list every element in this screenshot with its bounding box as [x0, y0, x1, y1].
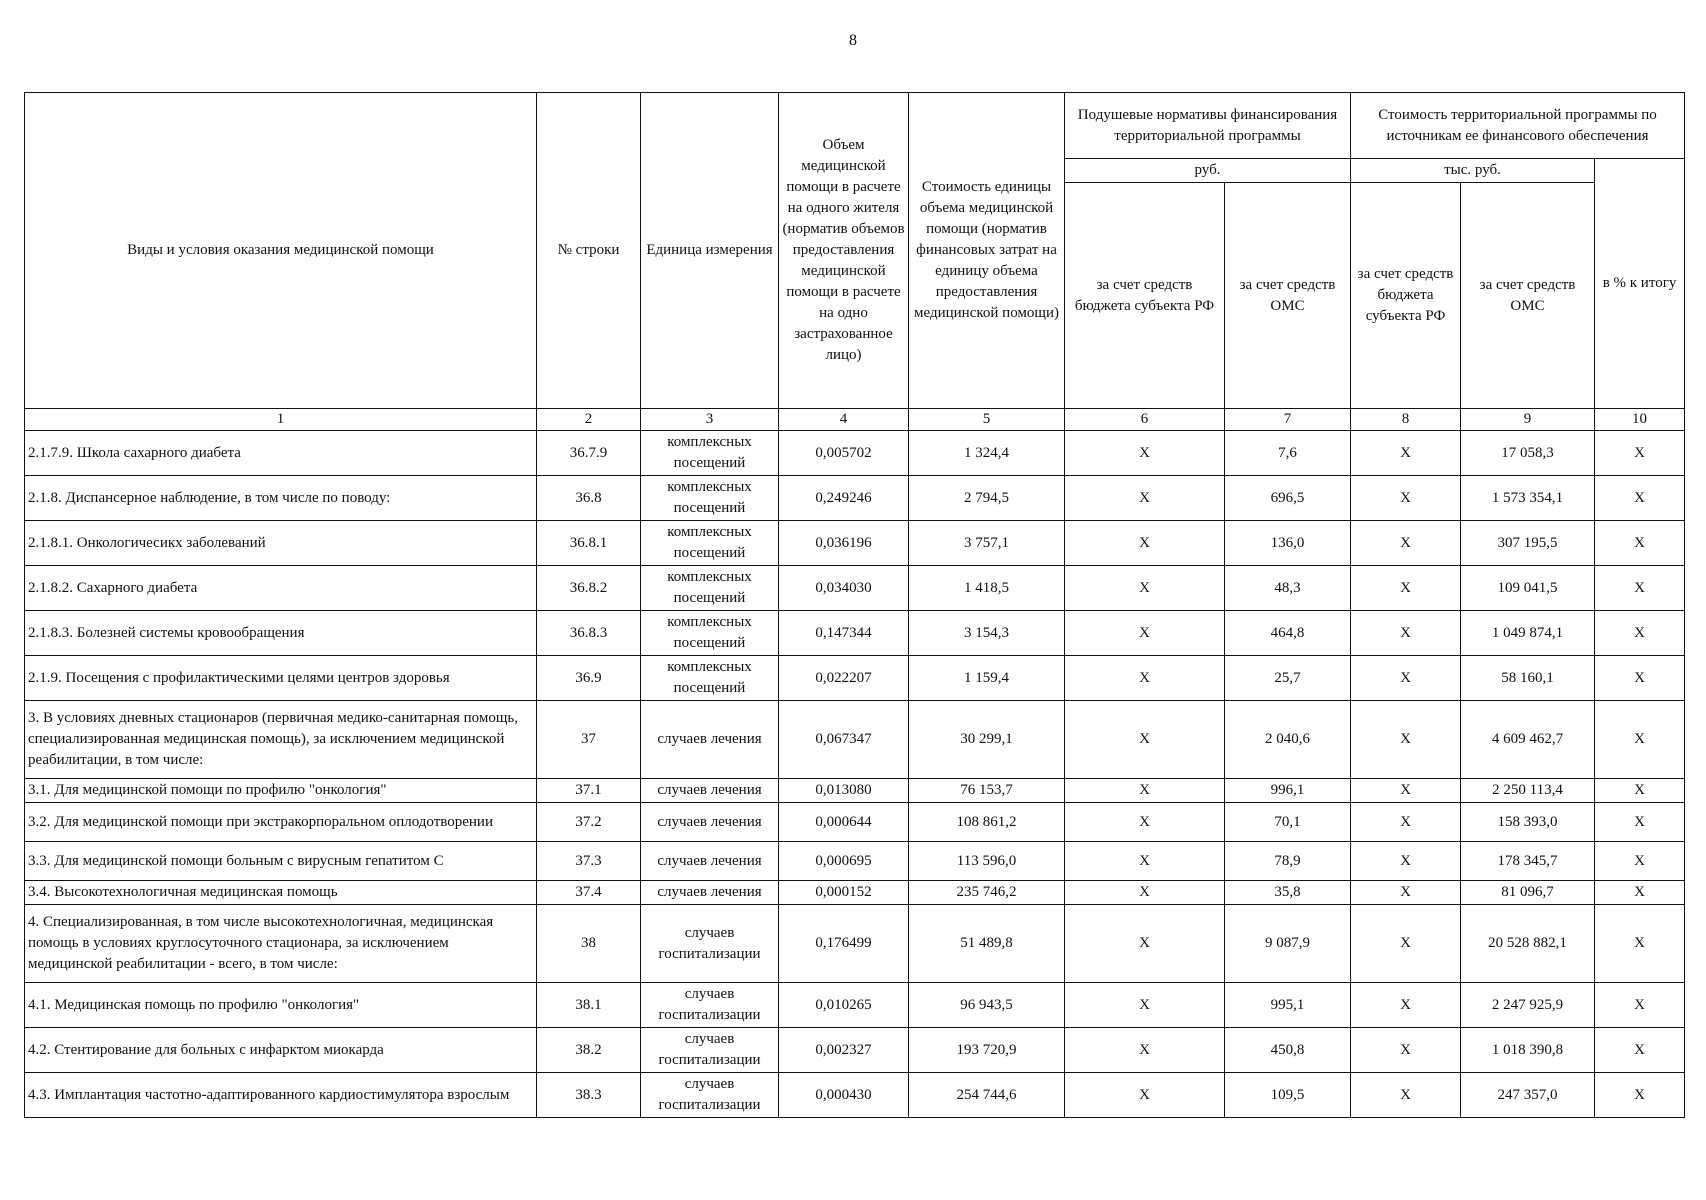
oms-rub: 2 040,6	[1225, 701, 1351, 779]
volume-value: 0,005702	[779, 431, 909, 476]
oms-rub: 696,5	[1225, 476, 1351, 521]
unit-name: комплексных посещений	[641, 431, 779, 476]
regional-budget-rub: X	[1065, 431, 1225, 476]
regional-budget-thousand: X	[1351, 779, 1461, 803]
financing-table	[24, 92, 1685, 1118]
line-number: 37.2	[537, 803, 641, 842]
volume-value: 0,147344	[779, 611, 909, 656]
column-number-row	[25, 409, 1685, 431]
regional-budget-thousand: X	[1351, 656, 1461, 701]
unit-name: случаев госпитализации	[641, 983, 779, 1028]
regional-budget-rub: X	[1065, 779, 1225, 803]
regional-budget-rub: X	[1065, 566, 1225, 611]
oms-rub: 9 087,9	[1225, 905, 1351, 983]
table-row	[25, 521, 1685, 566]
unit-name: случаев госпитализации	[641, 1028, 779, 1073]
table-body	[25, 431, 1685, 1118]
service-name: 2.1.8.1. Онкологичесикх заболеваний	[25, 521, 537, 566]
table-row	[25, 1028, 1685, 1073]
regional-budget-rub: X	[1065, 611, 1225, 656]
service-name: 4.3. Имплантация частотно-адаптированного кардиостимулятора взрослым	[25, 1073, 537, 1118]
percent-total: X	[1595, 881, 1685, 905]
header-unit-thousand-rub: тыс. руб.	[1351, 159, 1595, 183]
line-number: 38.3	[537, 1073, 641, 1118]
column-number: 5	[909, 409, 1065, 431]
service-name: 2.1.8. Диспансерное наблюдение, в том числе по поводу:	[25, 476, 537, 521]
line-number: 38	[537, 905, 641, 983]
unit-name: комплексных посещений	[641, 476, 779, 521]
column-number: 3	[641, 409, 779, 431]
service-name: 3.2. Для медицинской помощи при экстракорпоральном оплодотворении	[25, 803, 537, 842]
line-number: 37.4	[537, 881, 641, 905]
percent-total: X	[1595, 431, 1685, 476]
regional-budget-thousand: X	[1351, 431, 1461, 476]
header-volume: Объем медицинской помощи в расчете на одного жителя (норматив объемов предоставления медицинской помощи в расчете на одно застрахованное лицо)	[779, 93, 909, 409]
line-number: 36.7.9	[537, 431, 641, 476]
unit-cost-value: 193 720,9	[909, 1028, 1065, 1073]
unit-cost-value: 254 744,6	[909, 1073, 1065, 1118]
column-number: 6	[1065, 409, 1225, 431]
service-name: 2.1.8.2. Сахарного диабета	[25, 566, 537, 611]
line-number: 38.2	[537, 1028, 641, 1073]
unit-cost-value: 108 861,2	[909, 803, 1065, 842]
volume-value: 0,022207	[779, 656, 909, 701]
percent-total: X	[1595, 905, 1685, 983]
service-name: 3.3. Для медицинской помощи больным с вирусным гепатитом С	[25, 842, 537, 881]
table-row	[25, 983, 1685, 1028]
regional-budget-rub: X	[1065, 803, 1225, 842]
table-row	[25, 431, 1685, 476]
service-name: 2.1.8.3. Болезней системы кровообращения	[25, 611, 537, 656]
service-name: 2.1.7.9. Школа сахарного диабета	[25, 431, 537, 476]
column-number: 2	[537, 409, 641, 431]
regional-budget-thousand: X	[1351, 905, 1461, 983]
volume-value: 0,067347	[779, 701, 909, 779]
regional-budget-rub: X	[1065, 881, 1225, 905]
volume-value: 0,036196	[779, 521, 909, 566]
unit-name: комплексных посещений	[641, 611, 779, 656]
oms-rub: 48,3	[1225, 566, 1351, 611]
regional-budget-thousand: X	[1351, 842, 1461, 881]
volume-value: 0,249246	[779, 476, 909, 521]
percent-total: X	[1595, 611, 1685, 656]
unit-name: комплексных посещений	[641, 566, 779, 611]
oms-thousand: 158 393,0	[1461, 803, 1595, 842]
table-row	[25, 701, 1685, 779]
table-row	[25, 905, 1685, 983]
unit-cost-value: 30 299,1	[909, 701, 1065, 779]
line-number: 37.1	[537, 779, 641, 803]
percent-total: X	[1595, 656, 1685, 701]
table-row	[25, 656, 1685, 701]
oms-rub: 35,8	[1225, 881, 1351, 905]
table-row	[25, 1073, 1685, 1118]
oms-thousand: 58 160,1	[1461, 656, 1595, 701]
oms-thousand: 20 528 882,1	[1461, 905, 1595, 983]
unit-name: случаев лечения	[641, 803, 779, 842]
regional-budget-rub: X	[1065, 476, 1225, 521]
regional-budget-thousand: X	[1351, 701, 1461, 779]
regional-budget-thousand: X	[1351, 1028, 1461, 1073]
regional-budget-thousand: X	[1351, 611, 1461, 656]
header-service-type: Виды и условия оказания медицинской помощи	[25, 93, 537, 409]
unit-name: случаев госпитализации	[641, 905, 779, 983]
line-number: 36.8	[537, 476, 641, 521]
oms-rub: 7,6	[1225, 431, 1351, 476]
volume-value: 0,000695	[779, 842, 909, 881]
percent-total: X	[1595, 701, 1685, 779]
table-row	[25, 881, 1685, 905]
volume-value: 0,002327	[779, 1028, 909, 1073]
header-regional-budget-thousand: за счет средств бюджета субъекта РФ	[1351, 183, 1461, 409]
service-name: 4.2. Стентирование для больных с инфарктом миокарда	[25, 1028, 537, 1073]
unit-cost-value: 3 154,3	[909, 611, 1065, 656]
column-number: 10	[1595, 409, 1685, 431]
service-name: 4.1. Медицинская помощь по профилю "онкология"	[25, 983, 537, 1028]
header-percent-total: в % к итогу	[1595, 159, 1685, 409]
oms-thousand: 4 609 462,7	[1461, 701, 1595, 779]
unit-cost-value: 113 596,0	[909, 842, 1065, 881]
unit-cost-value: 76 153,7	[909, 779, 1065, 803]
line-number: 37.3	[537, 842, 641, 881]
volume-value: 0,013080	[779, 779, 909, 803]
oms-rub: 25,7	[1225, 656, 1351, 701]
regional-budget-rub: X	[1065, 521, 1225, 566]
regional-budget-rub: X	[1065, 842, 1225, 881]
column-number: 4	[779, 409, 909, 431]
volume-value: 0,000430	[779, 1073, 909, 1118]
regional-budget-rub: X	[1065, 701, 1225, 779]
header-regional-budget-rub: за счет средств бюджета субъекта РФ	[1065, 183, 1225, 409]
line-number: 37	[537, 701, 641, 779]
table-row	[25, 566, 1685, 611]
oms-rub: 78,9	[1225, 842, 1351, 881]
percent-total: X	[1595, 803, 1685, 842]
regional-budget-thousand: X	[1351, 521, 1461, 566]
unit-cost-value: 51 489,8	[909, 905, 1065, 983]
unit-name: случаев госпитализации	[641, 1073, 779, 1118]
oms-thousand: 1 018 390,8	[1461, 1028, 1595, 1073]
unit-cost-value: 2 794,5	[909, 476, 1065, 521]
regional-budget-rub: X	[1065, 1028, 1225, 1073]
oms-thousand: 247 357,0	[1461, 1073, 1595, 1118]
oms-thousand: 2 247 925,9	[1461, 983, 1595, 1028]
percent-total: X	[1595, 1073, 1685, 1118]
unit-cost-value: 3 757,1	[909, 521, 1065, 566]
unit-name: случаев лечения	[641, 881, 779, 905]
unit-name: комплексных посещений	[641, 656, 779, 701]
table-row	[25, 842, 1685, 881]
header-unit: Единица измерения	[641, 93, 779, 409]
table-row	[25, 611, 1685, 656]
table-header	[25, 93, 1685, 431]
column-number: 9	[1461, 409, 1595, 431]
header-oms-rub: за счет средств ОМС	[1225, 183, 1351, 409]
line-number: 36.8.1	[537, 521, 641, 566]
service-name: 3.4. Высокотехнологичная медицинская помощь	[25, 881, 537, 905]
unit-name: случаев лечения	[641, 701, 779, 779]
header-unit-cost: Стоимость единицы объема медицинской помощи (норматив финансовых затрат на единицу объема предоставления медицинской помощи)	[909, 93, 1065, 409]
table-row	[25, 803, 1685, 842]
percent-total: X	[1595, 521, 1685, 566]
unit-cost-value: 96 943,5	[909, 983, 1065, 1028]
regional-budget-thousand: X	[1351, 566, 1461, 611]
percent-total: X	[1595, 476, 1685, 521]
oms-thousand: 1 573 354,1	[1461, 476, 1595, 521]
column-number: 8	[1351, 409, 1461, 431]
header-oms-thousand: за счет средств ОМС	[1461, 183, 1595, 409]
table-row	[25, 476, 1685, 521]
percent-total: X	[1595, 983, 1685, 1028]
table-row	[25, 779, 1685, 803]
regional-budget-rub: X	[1065, 1073, 1225, 1118]
oms-thousand: 1 049 874,1	[1461, 611, 1595, 656]
header-program-cost-group: Стоимость территориальной программы по источникам ее финансового обеспечения	[1351, 93, 1685, 159]
volume-value: 0,034030	[779, 566, 909, 611]
volume-value: 0,000644	[779, 803, 909, 842]
oms-thousand: 17 058,3	[1461, 431, 1595, 476]
unit-name: комплексных посещений	[641, 521, 779, 566]
regional-budget-rub: X	[1065, 905, 1225, 983]
header-line-number: № строки	[537, 93, 641, 409]
oms-thousand: 178 345,7	[1461, 842, 1595, 881]
percent-total: X	[1595, 1028, 1685, 1073]
oms-thousand: 2 250 113,4	[1461, 779, 1595, 803]
unit-cost-value: 1 159,4	[909, 656, 1065, 701]
column-number: 7	[1225, 409, 1351, 431]
line-number: 36.9	[537, 656, 641, 701]
percent-total: X	[1595, 779, 1685, 803]
header-unit-rub: руб.	[1065, 159, 1351, 183]
volume-value: 0,176499	[779, 905, 909, 983]
oms-rub: 995,1	[1225, 983, 1351, 1028]
percent-total: X	[1595, 566, 1685, 611]
oms-rub: 450,8	[1225, 1028, 1351, 1073]
regional-budget-thousand: X	[1351, 1073, 1461, 1118]
volume-value: 0,000152	[779, 881, 909, 905]
unit-cost-value: 1 324,4	[909, 431, 1065, 476]
oms-rub: 464,8	[1225, 611, 1351, 656]
oms-thousand: 307 195,5	[1461, 521, 1595, 566]
page-number: 8	[849, 32, 857, 49]
regional-budget-thousand: X	[1351, 881, 1461, 905]
oms-rub: 109,5	[1225, 1073, 1351, 1118]
unit-cost-value: 1 418,5	[909, 566, 1065, 611]
column-number: 1	[25, 409, 537, 431]
unit-name: случаев лечения	[641, 842, 779, 881]
oms-thousand: 109 041,5	[1461, 566, 1595, 611]
service-name: 3.1. Для медицинской помощи по профилю "онкология"	[25, 779, 537, 803]
percent-total: X	[1595, 842, 1685, 881]
volume-value: 0,010265	[779, 983, 909, 1028]
header-per-capita-group: Подушевые нормативы финансирования территориальной программы	[1065, 93, 1351, 159]
service-name: 2.1.9. Посещения с профилактическими целями центров здоровья	[25, 656, 537, 701]
line-number: 36.8.3	[537, 611, 641, 656]
regional-budget-thousand: X	[1351, 983, 1461, 1028]
regional-budget-thousand: X	[1351, 803, 1461, 842]
line-number: 38.1	[537, 983, 641, 1028]
oms-thousand: 81 096,7	[1461, 881, 1595, 905]
regional-budget-rub: X	[1065, 983, 1225, 1028]
unit-name: случаев лечения	[641, 779, 779, 803]
regional-budget-rub: X	[1065, 656, 1225, 701]
line-number: 36.8.2	[537, 566, 641, 611]
unit-cost-value: 235 746,2	[909, 881, 1065, 905]
oms-rub: 996,1	[1225, 779, 1351, 803]
oms-rub: 136,0	[1225, 521, 1351, 566]
service-name: 4. Специализированная, в том числе высокотехнологичная, медицинская помощь в условиях круглосуточного стационара, за исключением медицинской реабилитации - всего, в том числе:	[25, 905, 537, 983]
oms-rub: 70,1	[1225, 803, 1351, 842]
service-name: 3. В условиях дневных стационаров (первичная медико-санитарная помощь, специализированная медицинская помощь), за исключением медицинской реабилитации, в том числе:	[25, 701, 537, 779]
regional-budget-thousand: X	[1351, 476, 1461, 521]
